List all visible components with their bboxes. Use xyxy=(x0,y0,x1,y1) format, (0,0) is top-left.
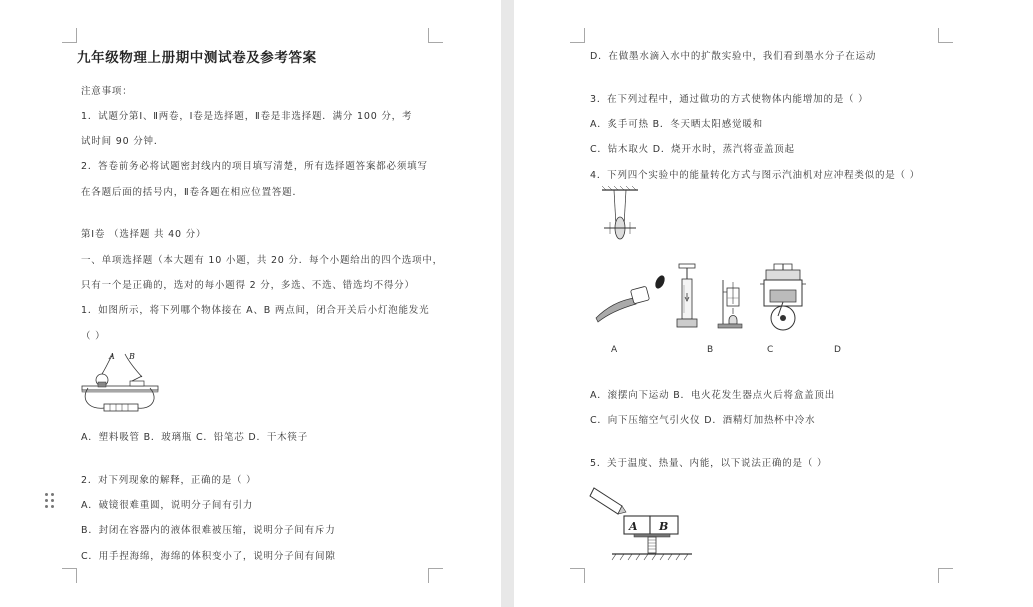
document-page-left xyxy=(0,0,501,607)
question-2-option-d: D．在做墨水滴入水中的扩散实验中，我们看到墨水分子在运动 xyxy=(590,51,877,62)
notice-1-line1: 1．试题分第Ⅰ、Ⅱ两卷，Ⅰ卷是选择题，Ⅱ卷是非选择题．满分 100 分，考 xyxy=(81,111,413,122)
notice-1-line2: 试时间 90 分钟． xyxy=(81,136,165,147)
section-heading: 第Ⅰ卷 （选择题 共 40 分） xyxy=(81,229,207,240)
crop-mark-top-left xyxy=(570,28,585,43)
crop-mark-bottom-right xyxy=(938,568,953,583)
fire-syringe-figure xyxy=(675,263,699,331)
rolling-pendulum-figure xyxy=(600,188,640,244)
notice-2-line2: 在各题后面的括号内，Ⅱ卷各题在相应位置答题． xyxy=(81,187,303,198)
circuit-figure xyxy=(80,350,162,418)
notice-2-line1: 2．答卷前务必将试题密封线内的项目填写清楚，所有选择题答案都必须填写 xyxy=(81,161,428,172)
question-2-stem: 2．对下列现象的解释，正确的是（ ） xyxy=(81,475,257,486)
question-3-stem: 3．在下列过程中，通过做功的方式使物体内能增加的是（ ） xyxy=(590,94,869,105)
question-2-option-a: A．破镜很难重圆，说明分子间有引力 xyxy=(81,500,254,511)
block-label-b: B xyxy=(659,520,669,533)
spark-generator-figure xyxy=(594,266,669,326)
question-2-option-c: C．用手捏海绵，海绵的体积变小了，说明分子间有间隙 xyxy=(81,551,336,562)
question-2-option-b: B．封闭在容器内的液体很难被压缩，说明分子间有斥力 xyxy=(81,525,336,536)
crop-mark-top-left xyxy=(62,28,77,43)
question-1-answer-bracket: （ ） xyxy=(81,331,106,342)
crop-mark-bottom-left xyxy=(62,568,77,583)
document-page-right xyxy=(514,0,1033,607)
circuit-label-a: A xyxy=(109,352,115,361)
crop-mark-top-right xyxy=(428,28,443,43)
crop-mark-top-right xyxy=(938,28,953,43)
question-3-options-line1: A．炙手可热 B．冬天晒太阳感觉暖和 xyxy=(590,119,763,130)
crop-mark-bottom-right xyxy=(428,568,443,583)
question-5-stem: 5．关于温度、热量、内能，以下说法正确的是（ ） xyxy=(590,458,828,469)
figure-label-b: B xyxy=(707,345,714,355)
blocks-on-stand-figure xyxy=(590,486,710,568)
question-3-options-line2: C．钻木取火 D．烧开水时，蒸汽将壶盖顶起 xyxy=(590,144,795,155)
engine-cylinder-figure xyxy=(760,262,806,332)
alcohol-lamp-figure xyxy=(717,278,743,332)
section-intro-line1: 一、单项选择题（本大题有 10 小题，共 20 分．每个小题给出的四个选项中， xyxy=(81,255,443,266)
section-intro-line2: 只有一个是正确的，选对的每小题得 2 分，多选、不选、错选均不得分） xyxy=(81,280,415,291)
figure-label-c: C xyxy=(767,345,774,355)
question-1-options: A．塑料吸管 B．玻璃瓶 C．铅笔芯 D．干木筷子 xyxy=(81,432,309,443)
figure-label-d: D xyxy=(834,345,841,355)
question-4-options-line1: A．滚摆向下运动 B．电火花发生器点火后将盒盖顶出 xyxy=(590,390,836,401)
figure-label-a: A xyxy=(611,345,618,355)
block-label-a: A xyxy=(629,520,638,533)
crop-mark-bottom-left xyxy=(570,568,585,583)
document-title: 九年级物理上册期中测试卷及参考答案 xyxy=(77,50,317,66)
drag-handle-icon[interactable] xyxy=(45,493,55,509)
question-4-options-line2: C．向下压缩空气引火仪 D．酒精灯加热杯中冷水 xyxy=(590,415,816,426)
question-4-stem: 4．下列四个实验中的能量转化方式与图示汽油机对应冲程类似的是（ ） xyxy=(590,170,920,181)
question-1-stem: 1．如图所示，将下列哪个物体接在 A、B 两点间，闭合开关后小灯泡能发光 xyxy=(81,305,430,316)
circuit-label-b: B xyxy=(129,352,135,361)
notice-heading: 注意事项： xyxy=(81,86,133,97)
